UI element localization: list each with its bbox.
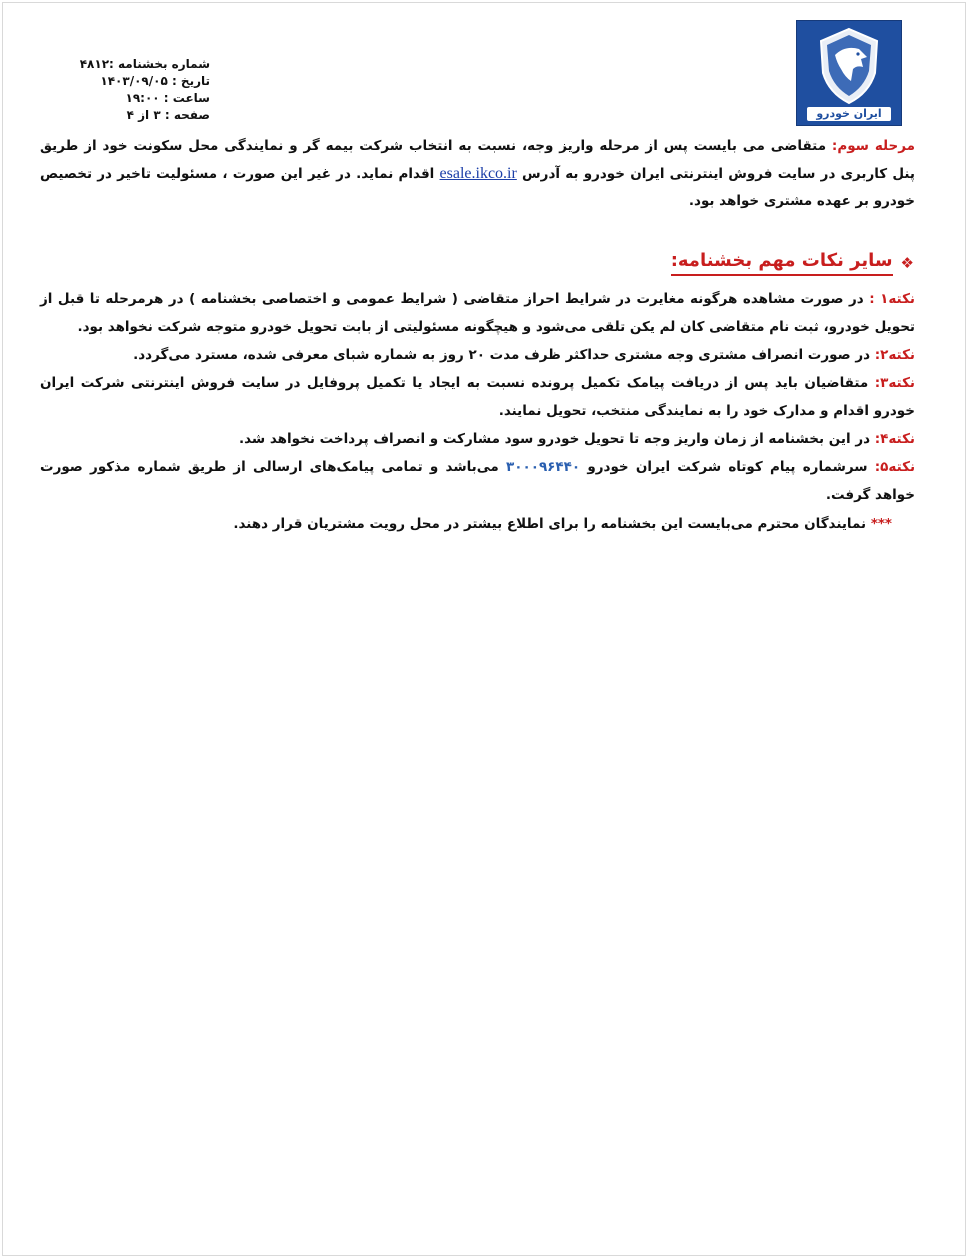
stage3-label: مرحله سوم: (831, 138, 916, 154)
diamond-bullet-icon: ❖ (900, 254, 914, 272)
note-5 (40, 453, 915, 509)
sms-number: ۳۰۰۰۹۶۴۴۰ (505, 459, 581, 475)
note-3 (40, 369, 915, 425)
notes-list (40, 285, 915, 509)
footer-text: نمایندگان محترم می‌بایست این بخشنامه را برای اطلاع بیشتر در محل رویت مشتریان قرار دهند. (233, 516, 871, 532)
stage3-text-after-link: اقدام نماید. در غیر این صورت ، مسئولیت تاخیر در تخصیص خودرو بر عهده مشتری خواهد بود. (40, 166, 915, 209)
page-indicator: صفحه : ۳ از ۴ (126, 108, 210, 122)
section-heading (671, 250, 914, 276)
footer-note (233, 510, 892, 538)
note-1 (40, 285, 915, 341)
stage3-text-before-link: متقاضی می بایست پس از مرحله واریز وجه، نسبت به انتخاب شرکت بیمه گر و نمایندگی محل سکونت خود از طریق پنل کاربری در سایت فروش اینترنتی ایران خودرو به آدرس (40, 138, 915, 182)
stage3-paragraph (40, 133, 915, 215)
note-label: نکته۵: (874, 459, 916, 475)
logo-text: ایران خودرو (816, 107, 882, 120)
note-text: متقاضیان باید پس از دریافت پیامک تکمیل پرونده نسبت به ایجاد یا تکمیل پروفایل در سایت فروش اینترنتی شرکت ایران خودرو اقدام و مدارک خود را به نمایندگی منتخب، تحویل نمایند. (40, 375, 915, 419)
note-text: در صورت مشاهده هرگونه مغایرت در شرایط احراز متقاضی ( شرایط عمومی و اختصاصی بخشنامه ) در هرمرحله تا قبل از تحویل خودرو، ثبت نام متقاضی کان لم یکن تلقی می‌شود و هیچگونه مسئولیتی از بابت تحویل خودرو متوجه شرکت نخواهد بود. (40, 291, 915, 335)
note-text-after-number: می‌باشد و تمامی پیامک‌های ارسالی از طریق شماره مذکور صورت خواهد گرفت. (40, 459, 915, 503)
note-label: نکته۲: (874, 347, 915, 363)
note-label: نکته۳: (874, 375, 915, 391)
note-text: در صورت انصراف مشتری وجه مشتری حداکثر ظرف مدت ۲۰ روز به شماره شبای معرفی شده، مسترد می‌گردد. (133, 347, 875, 363)
section-title: سایر نکات مهم بخشنامه: (671, 250, 893, 276)
note-4 (40, 425, 915, 453)
stars-icon: *** (870, 516, 892, 532)
esale-link[interactable]: esale.ikco.ir (439, 165, 517, 182)
circular-number: شماره بخشنامه :۴۸۱۲ (79, 57, 210, 71)
circular-time: ساعت : ۱۹:۰۰ (125, 91, 210, 105)
note-label: نکته۴: (874, 431, 915, 447)
circular-header-meta (60, 56, 210, 124)
ikco-logo (796, 20, 902, 126)
note-2 (40, 341, 915, 369)
circular-date: تاریخ : ۱۴۰۳/۰۹/۰۵ (100, 74, 210, 88)
note-text-before-number: سرشماره پیام کوتاه شرکت ایران خودرو (580, 459, 875, 475)
note-label: نکته۱ : (869, 291, 915, 307)
note-text: در این بخشنامه از زمان واریز وجه تا تحویل خودرو سود مشارکت و انصراف پرداخت نخواهد شد. (238, 431, 875, 447)
